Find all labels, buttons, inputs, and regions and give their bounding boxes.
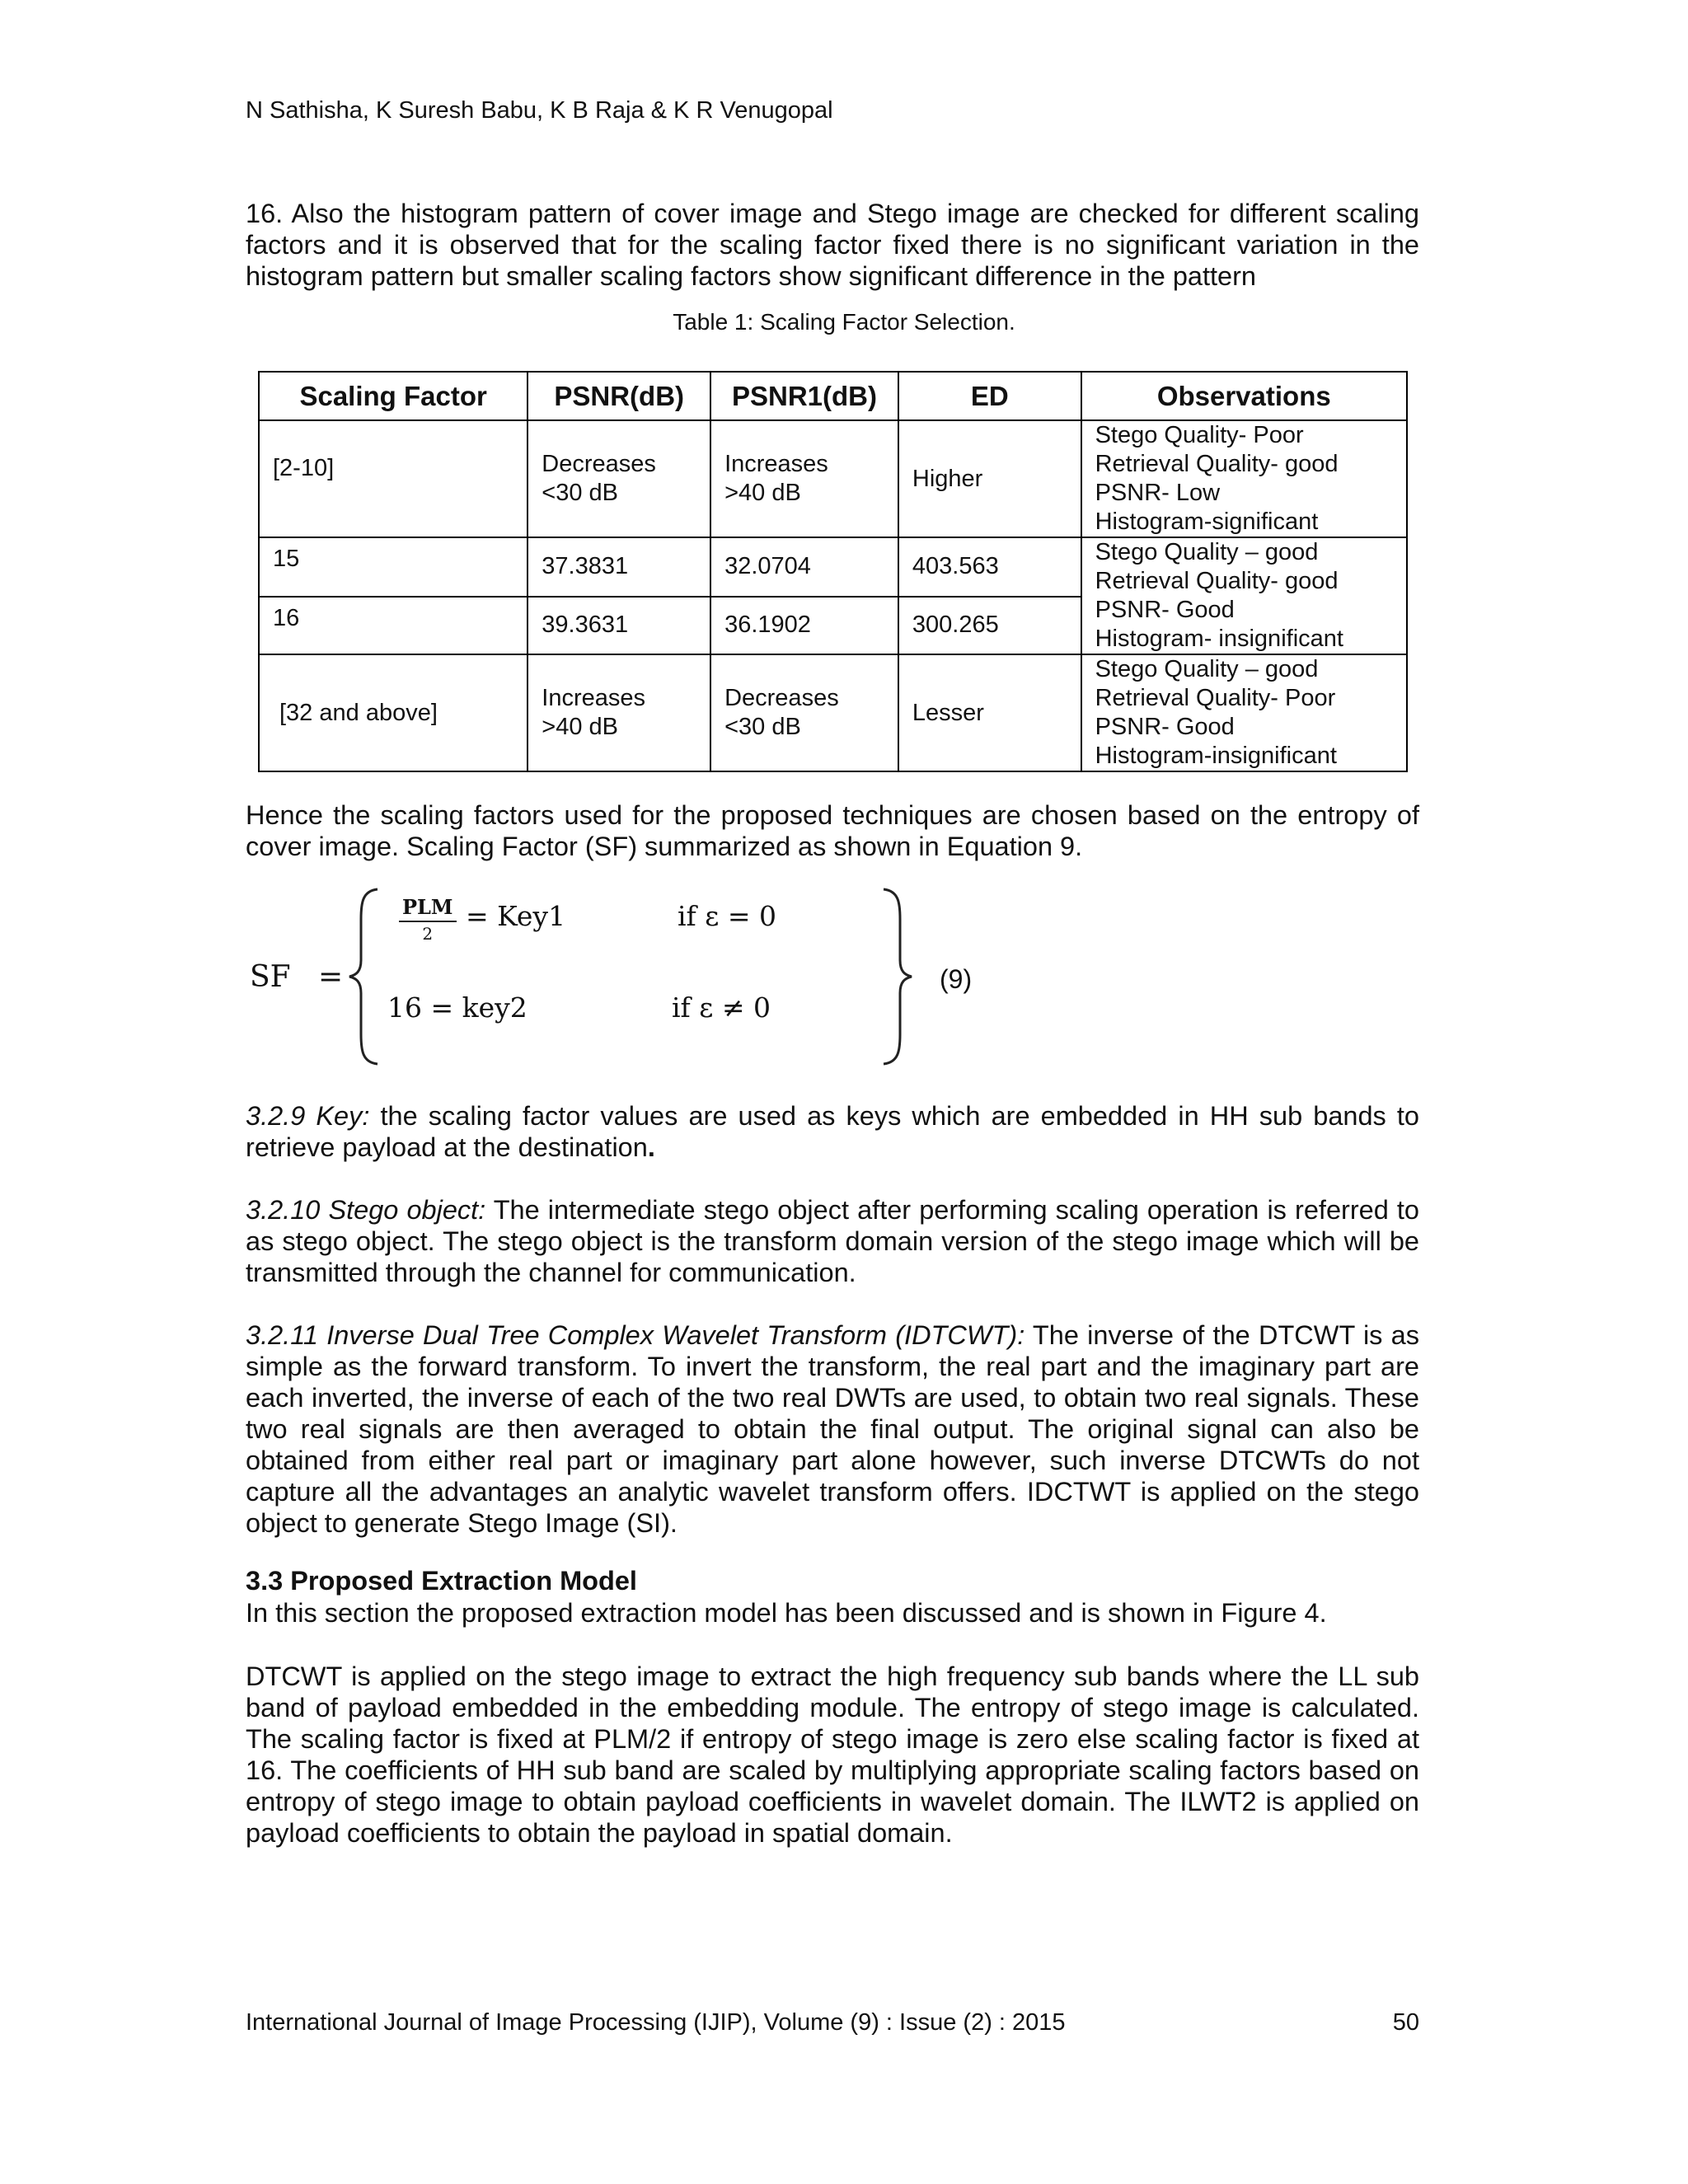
cell-psnr1: Decreases <30 dB xyxy=(710,654,898,771)
equation-number: (9) xyxy=(940,964,973,994)
paragraph-scaling-summary: Hence the scaling factors used for the proposed techniques are chosen based on the entropy of cover image. Scaling Factor (SF) summarized as shown in Equation 9. xyxy=(246,800,1419,861)
cell-ed: 403.563 xyxy=(898,537,1081,597)
cell-psnr: 37.3831 xyxy=(528,537,710,597)
paragraph-key: 3.2.9 Key: the scaling factor values are used as keys which are embedded in HH sub bands to retrieve payload at the destination. xyxy=(246,1101,1420,1162)
cell-observations: Stego Quality – good Retrieval Quality- Poor PSNR- Good Histogram-insignificant xyxy=(1081,654,1407,771)
cell-psnr1: Increases >40 dB xyxy=(710,420,898,537)
paragraph-idtcwt: 3.2.11 Inverse Dual Tree Complex Wavelet Transform (IDTCWT): The inverse of the DTCWT is as simple as the forward transform. To invert the transform, the real part and the imaginary part are each inverted, the inverse of each of the two real DWTs are used, to obtain two real signals. These two real signals are then averaged to obtain the final output. The original signal can also be obtained from either real part or imaginary part alone however, such inverse DTCWTs do not capture all the advantages an analytic wavelet transform offers. IDCTWT is applied on the stego object to generate Stego Image (SI). xyxy=(246,1320,1419,1538)
table-caption: Table 1: Scaling Factor Selection. xyxy=(673,309,1015,335)
right-brace-icon xyxy=(874,886,915,1067)
equation-equals: = xyxy=(318,960,344,994)
equation-row1-condition: if ε = 0 xyxy=(678,900,776,932)
table-header-row xyxy=(259,372,1407,420)
fraction-numerator: PLM xyxy=(399,895,457,922)
cell-sf: [32 and above] xyxy=(259,654,528,771)
equation-row1-rhs: = Key1 xyxy=(466,900,566,932)
cell-sf: 16 xyxy=(259,597,528,655)
section-heading: 3.3 Proposed Extraction Model xyxy=(246,1566,637,1596)
cell-observations: Stego Quality- Poor Retrieval Quality- good PSNR- Low Histogram-significant xyxy=(1081,420,1407,537)
paragraph-stego-object: 3.2.10 Stego object: The intermediate stego object after performing scaling operation is referred to as stego object. The stego object is the transform domain version of the stego image which will be transmitted through the channel for communication. xyxy=(246,1195,1419,1287)
cell-psnr: 39.3631 xyxy=(528,597,710,655)
cell-psnr1: 32.0704 xyxy=(710,537,898,597)
equation-fraction xyxy=(399,895,457,944)
scaling-factor-table xyxy=(258,371,1408,772)
paragraph-histogram: 16. Also the histogram pattern of cover image and Stego image are checked for different scaling factors and it is observed that for the scaling factor fixed there is no significant variation in the histogram pattern but smaller scaling factors show significant difference in the pattern xyxy=(246,199,1419,291)
cell-psnr1: 36.1902 xyxy=(710,597,898,655)
header-psnr: PSNR(dB) xyxy=(528,372,710,420)
journal-footer: International Journal of Image Processing (IJIP), Volume (9) : Issue (2) : 2015 xyxy=(246,2009,1066,2036)
header-scaling-factor: Scaling Factor xyxy=(259,372,528,420)
table-row xyxy=(259,420,1407,537)
fraction-denominator: 2 xyxy=(422,924,434,944)
cell-psnr: Increases >40 dB xyxy=(528,654,710,771)
table-row xyxy=(259,537,1407,597)
cell-sf: 15 xyxy=(259,537,528,597)
cell-observations-shared: Stego Quality – good Retrieval Quality- good PSNR- Good Histogram- insignificant xyxy=(1081,537,1407,654)
header-ed: ED xyxy=(898,372,1081,420)
equation-row2-condition: if ε ≠ 0 xyxy=(672,991,771,1024)
page-number: 50 xyxy=(1392,2009,1419,2036)
cell-ed: Higher xyxy=(898,420,1081,537)
paragraph-dtcwt-extraction: DTCWT is applied on the stego image to extract the high frequency sub bands where the LL sub band of payload embedded in the embedding module. The entropy of stego image is calculated. The scaling factor is fixed at PLM/2 if entropy of stego image is zero else scaling factor is fixed at 16. The coefficients of HH sub band are scaled by multiplying appropriate scaling factors based on entropy of stego image to obtain payload coefficients in wavelet domain. The ILWT2 is applied on payload coefficients to obtain the payload in spatial domain. xyxy=(246,1661,1419,1848)
equation-row2: 16 = key2 xyxy=(387,991,528,1024)
cell-sf: [2-10] xyxy=(259,420,528,537)
cell-ed: 300.265 xyxy=(898,597,1081,655)
equation-lhs: SF xyxy=(250,960,291,994)
running-header: N Sathisha, K Suresh Babu, K B Raja & K R Venugopal xyxy=(246,97,833,124)
header-observations: Observations xyxy=(1081,372,1407,420)
table-row xyxy=(259,654,1407,771)
paragraph-extraction-intro: In this section the proposed extraction model has been discussed and is shown in Figure 4. xyxy=(246,1598,1327,1628)
left-brace-icon xyxy=(346,886,387,1067)
header-psnr1: PSNR1(dB) xyxy=(710,372,898,420)
cell-psnr: Decreases <30 dB xyxy=(528,420,710,537)
cell-ed: Lesser xyxy=(898,654,1081,771)
